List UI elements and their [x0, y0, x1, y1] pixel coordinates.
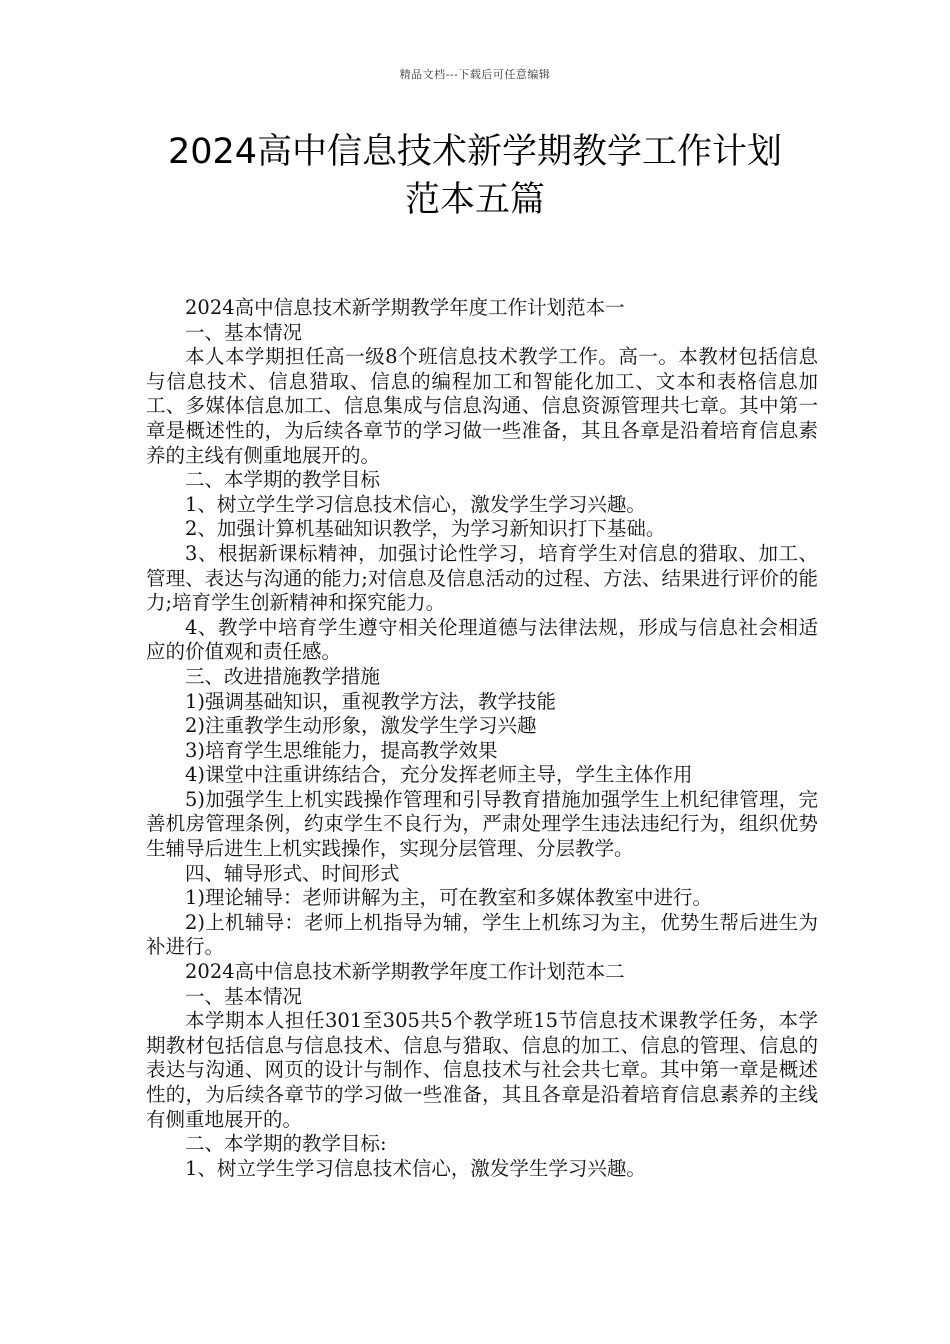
list-item: 2)上机辅导：老师上机指导为辅，学生上机练习为主，优势生帮后进生为补进行。	[146, 910, 818, 959]
list-item: 1、树立学生学习信息技术信心，激发学生学习兴趣。	[185, 1156, 646, 1180]
list-item: 2、加强计算机基础知识教学，为学习新知识打下基础。	[185, 517, 666, 541]
list-item: 1)理论辅导：老师讲解为主，可在教室和多媒体教室中进行。	[185, 886, 713, 910]
subheading: 一、基本情况	[185, 320, 303, 344]
document-title-line-1: 2024高中信息技术新学期教学工作计划	[167, 132, 783, 172]
list-item: 2)注重教学生动形象，激发学生学习兴趣	[185, 714, 537, 738]
paragraph: 本学期本人担任301至305共5个教学班15节信息技术课教学任务，本学期教材包括信息与信息技术、信息与猎取、信息的加工、信息的管理、信息的表达与沟通、网页的设计与制作、信息技术与社会共七章。其中第一章是概述性的，为后续各章节的学习做一些准备，其且各章是沿着培育信息素养的主线有侧重地展开的。	[146, 1009, 818, 1131]
subheading: 一、基本情况	[185, 984, 303, 1008]
document-title-line-2: 范本五篇	[404, 180, 545, 220]
paragraph: 本人本学期担任高一级8个班信息技术教学工作。高一。本教材包括信息与信息技术、信息猎取、信息的编程加工和智能化加工、文本和表格信息加工、多媒体信息加工、信息集成与信息沟通、信息资源管理共七章。其中第一章是概述性的，为后续各章节的学习做一些准备，其且各章是沿着培育信息素养的主线有侧重地展开的。	[146, 345, 818, 467]
subheading: 四、辅导形式、时间形式	[185, 861, 400, 885]
list-item: 5)加强学生上机实践操作管理和引导教育措施加强学生上机纪律管理，完善机房管理条例，约束学生不良行为，严肃处理学生违法违纪行为，组织优势生辅导后进生上机实践操作，实现分层管理、分层教学。	[146, 787, 818, 861]
document-title	[0, 128, 950, 224]
section-heading: 2024高中信息技术新学期教学年度工作计划范本一	[185, 296, 625, 319]
list-item: 3)培育学生思维能力，提高教学效果	[185, 738, 498, 762]
section-heading: 2024高中信息技术新学期教学年度工作计划范本二	[185, 960, 625, 984]
list-item: 3、根据新课标精神，加强讨论性学习，培育学生对信息的猎取、加工、管理、表达与沟通的能力;对信息及信息活动的过程、方法、结果进行评价的能力;培育学生创新精神和探究能力。	[146, 541, 818, 615]
subheading: 三、改进措施教学措施	[185, 664, 381, 688]
list-item: 4)课堂中注重讲练结合，充分发挥老师主导，学生主体作用	[185, 763, 693, 787]
document-body	[146, 296, 818, 1181]
subheading: 二、本学期的教学目标:	[185, 1132, 387, 1156]
list-item: 1、树立学生学习信息技术信心，激发学生学习兴趣。	[185, 492, 646, 516]
list-item: 1)强调基础知识，重视教学方法，教学技能	[185, 689, 557, 713]
page-header-watermark: 精品文档---下载后可任意编辑	[399, 68, 551, 81]
list-item: 4、教学中培育学生遵守相关伦理道德与法律法规，形成与信息社会相适应的价值观和责任感。	[146, 615, 818, 664]
subheading: 二、本学期的教学目标	[185, 468, 381, 492]
